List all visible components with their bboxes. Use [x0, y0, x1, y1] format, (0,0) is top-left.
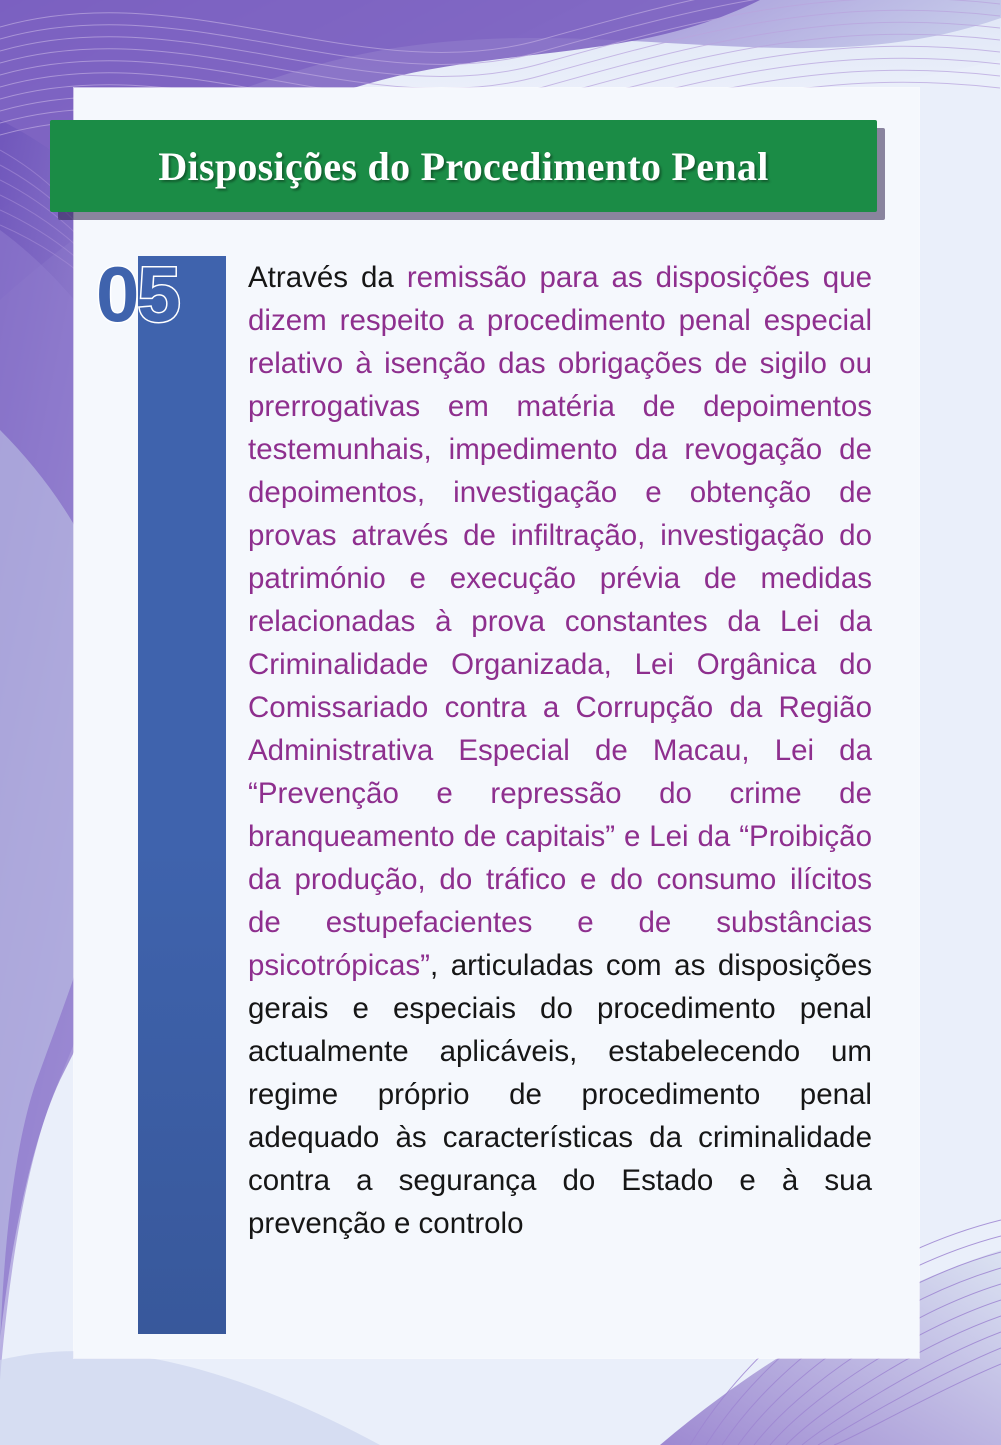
paragraph-tail: , articuladas com as disposições gerais e especiais do procedimento penal actualmente aplicáveis, estabelecendo um regime próprio de procedimento penal adequado às características da criminalidade contra a segurança do Estado e à sua prevenção e controlo [248, 949, 872, 1240]
body-paragraph [248, 256, 872, 1245]
paragraph-highlight: remissão para as disposições que dizem respeito a procedimento penal especial relativo à isenção das obrigações de sigilo ou prerrogativas em matéria de depoimentos testemunhais, impedimento da revogação de depoimentos, investigação e obtenção de provas através de infiltração, investigação do património e execução prévia de medidas relacionadas à prova constantes da Lei da Criminalidade Organizada, Lei Orgânica do Comissariado contra a Corrupção da Região Administrativa Especial de Macau, Lei da “Prevenção e repressão do crime de branqueamento de capitais” e Lei da “Proibição da produção, do tráfico e do consumo ilícitos de estupefacientes e de substâncias psicotrópicas” [248, 261, 873, 982]
item-number-badge [96, 250, 226, 338]
paragraph-lead: Através da [248, 261, 407, 294]
title-banner [50, 120, 877, 212]
number-accent-bar [138, 256, 226, 1334]
item-number: 05 [96, 250, 179, 338]
page-title: Disposições do Procedimento Penal [158, 143, 769, 189]
